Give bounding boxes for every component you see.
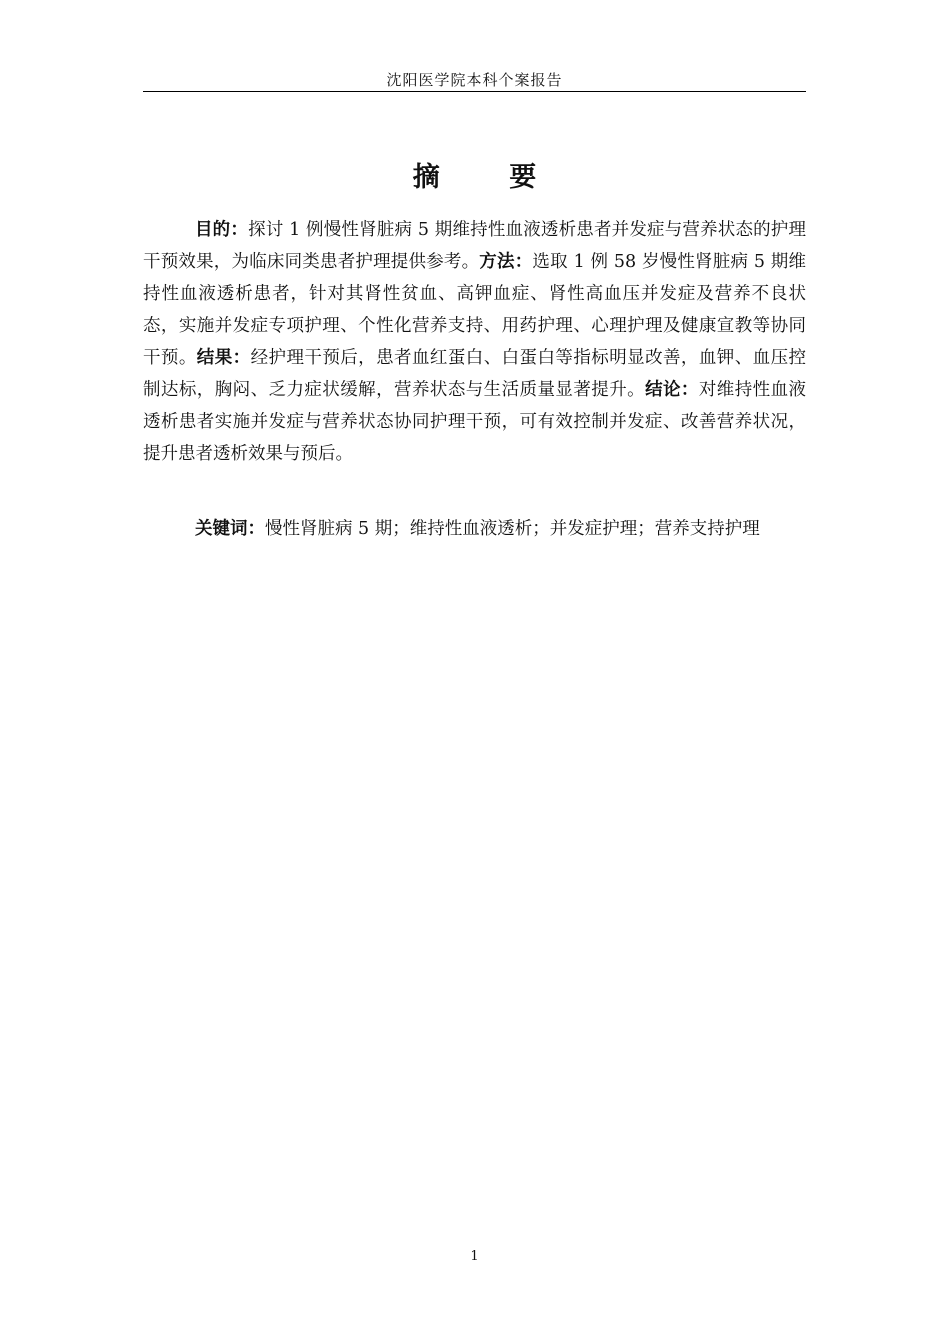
abstract-body <box>143 214 806 470</box>
result-text: 经护理干预后，患者血红蛋白、白蛋白等指标明显改善，血钾、血压控制达标，胸闷、乏力症状缓解，营养状态与生活质量显著提升。 <box>143 348 807 400</box>
method-label: 方法： <box>479 252 533 272</box>
objective-label: 目的： <box>195 220 249 240</box>
objective-text: 探讨 1 例慢性肾脏病 5 期维持性血液透析患者并发症与营养状态的护理干预效果，为临床同类患者护理提供参考。 <box>143 220 806 272</box>
conclusion-text: 对维持性血液透析患者实施并发症与营养状态协同护理干预，可有效控制并发症、改善营养状况，提升患者透析效果与预后。 <box>143 380 807 464</box>
conclusion-label: 结论： <box>645 380 699 400</box>
result-label: 结果： <box>196 348 251 368</box>
keywords-paragraph <box>143 513 806 545</box>
page-number: 1 <box>470 1249 479 1264</box>
keywords-text: 慢性肾脏病 5 期；维持性血液透析；并发症护理；营养支持护理 <box>265 519 760 539</box>
keywords-label: 关键词： <box>195 519 265 539</box>
page-header: 沈阳医学院本科个案报告 <box>386 71 563 89</box>
header-divider <box>143 91 806 92</box>
method-text: 选取 1 例 58 岁慢性肾脏病 5 期维持性血液透析患者，针对其肾性贫血、高钾血症、肾性高血压并发症及营养不良状态，实施并发症专项护理、个性化营养支持、用药护理、心理护理及健康宣教等协同干预。 <box>143 252 807 368</box>
abstract-title: 摘 要 <box>412 162 567 193</box>
